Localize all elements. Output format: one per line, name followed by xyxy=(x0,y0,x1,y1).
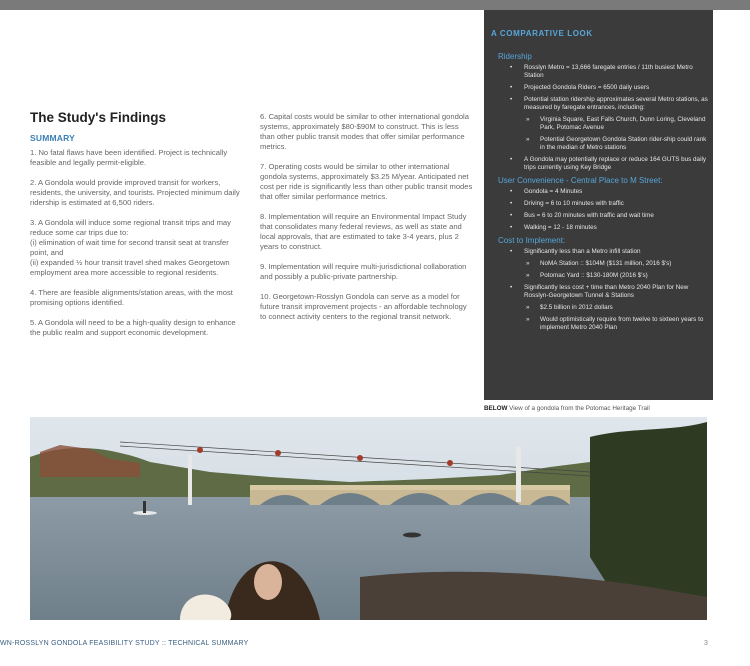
finding-10: 10. Georgetown-Rosslyn Gondola can serve as a model for future transit improvement projects - an affordable technology to connect activity centers to the regional transit network. xyxy=(260,292,467,321)
footer-text: WN-ROSSLYN GONDOLA FEASIBILITY STUDY :: TECHNICAL SUMMARY xyxy=(0,640,249,647)
panel-item: • Potential station ridership approximates several Metro stations, as measured by faregate entrances, including: xyxy=(498,96,708,112)
findings-column-left xyxy=(30,148,245,348)
panel-subitem: » Virginia Square, East Falls Church, Dunn Loring, Cleveland Park, Potomac Avenue xyxy=(498,116,708,132)
panel-section-list xyxy=(498,188,708,232)
panel-subitem: » Potomac Yard :: $130-180M (2016 $'s) xyxy=(498,272,708,280)
finding-2: 2. A Gondola would provide improved transit for workers, residents, the university, and tourists. Projected minimum daily ridership is estimated at 6,500 riders. xyxy=(30,178,240,207)
caption-label: BELOW xyxy=(484,405,508,412)
panel-item: • Driving = 6 to 10 minutes with traffic xyxy=(498,200,708,208)
page-number: 3 xyxy=(704,640,708,647)
panel-section-title: User Convenience - Central Place to M Street: xyxy=(498,176,663,185)
panel-heading: A COMPARATIVE LOOK xyxy=(491,29,593,38)
panel-item: • Rosslyn Metro = 13,666 faregate entries / 11th busiest Metro Station xyxy=(498,64,708,80)
photo-caption xyxy=(484,405,650,412)
panel-section-list xyxy=(498,64,708,172)
panel-subitem: » Would optimistically require from twelve to sixteen years to implement Metro 2040 Plan xyxy=(498,316,708,332)
panel-subitem: » NoMA Station :: $104M ($131 million, 2016 $'s) xyxy=(498,260,708,268)
finding-5: 5. A Gondola will need to be a high-quality design to enhance the public realm and support economic development. xyxy=(30,318,236,337)
finding-4: 4. There are feasible alignments/station areas, with the most promising options identified. xyxy=(30,288,233,307)
panel-section-title: Cost to Implement: xyxy=(498,236,566,245)
summary-heading: SUMMARY xyxy=(30,133,75,143)
panel-section-title: Ridership xyxy=(498,52,532,61)
panel-item: • Gondola = 4 Minutes xyxy=(498,188,708,196)
panel-item: • Walking = 12 - 18 minutes xyxy=(498,224,708,232)
panel-item: • A Gondola may potentially replace or reduce 164 GUTS bus daily trips currently using Key Bridge xyxy=(498,156,708,172)
finding-1: 1. No fatal flaws have been identified. Project is technically feasible and legally permit-eligible. xyxy=(30,148,228,167)
panel-item: • Bus = 6 to 20 minutes with traffic and wait time xyxy=(498,212,708,220)
finding-8: 8. Implementation will require an Environmental Impact Study that consolidates many federal reviews, as well as state and local approvals, that are estimated to take 3-4 years, plus 2 years to construct. xyxy=(260,212,467,251)
panel-item: • Significantly less than a Metro infill station xyxy=(498,248,708,256)
finding-6: 6. Capital costs would be similar to other international gondola systems, approximately $80-$90M to construct. This is less than other public transit modes that offer similar performance metrics. xyxy=(260,112,469,151)
panel-subitem: » $2.5 billion in 2012 dollars xyxy=(498,304,708,312)
gondola-river-photo xyxy=(30,417,707,620)
panel-item: • Projected Gondola Riders = 6500 daily users xyxy=(498,84,708,92)
panel-content xyxy=(498,52,708,336)
page-title: The Study's Findings xyxy=(30,110,166,125)
top-bar xyxy=(0,0,750,10)
panel-section-list xyxy=(498,248,708,332)
finding-9: 9. Implementation will require multi-jurisdictional collaboration and possibly a public-private partnership. xyxy=(260,262,467,281)
findings-column-right xyxy=(260,112,475,332)
finding-7: 7. Operating costs would be similar to other international gondola systems, approximately $3.25 M/year. Anticipated net cost per ride is significantly less than other public transit modes that offer similar performance metrics. xyxy=(260,162,473,201)
caption-text: View of a gondola from the Potomac Heritage Trail xyxy=(507,405,650,412)
finding-3: 3. A Gondola will induce some regional transit trips and may reduce some car trips due to: (i) elimination of wait time for second transit seat at transfer point, and (ii) expanded ½ hour transit travel shed makes Georgetown employment area more accessible to regional residents. xyxy=(30,218,231,277)
panel-item: • Significantly less cost + time than Metro 2040 Plan for New Rosslyn-Georgetown Tunnel & Stations xyxy=(498,284,708,300)
panel-subitem: » Potential Georgetown Gondola Station rider-ship could rank in the median of Metro stations xyxy=(498,136,708,152)
comparative-look-panel xyxy=(484,10,713,400)
